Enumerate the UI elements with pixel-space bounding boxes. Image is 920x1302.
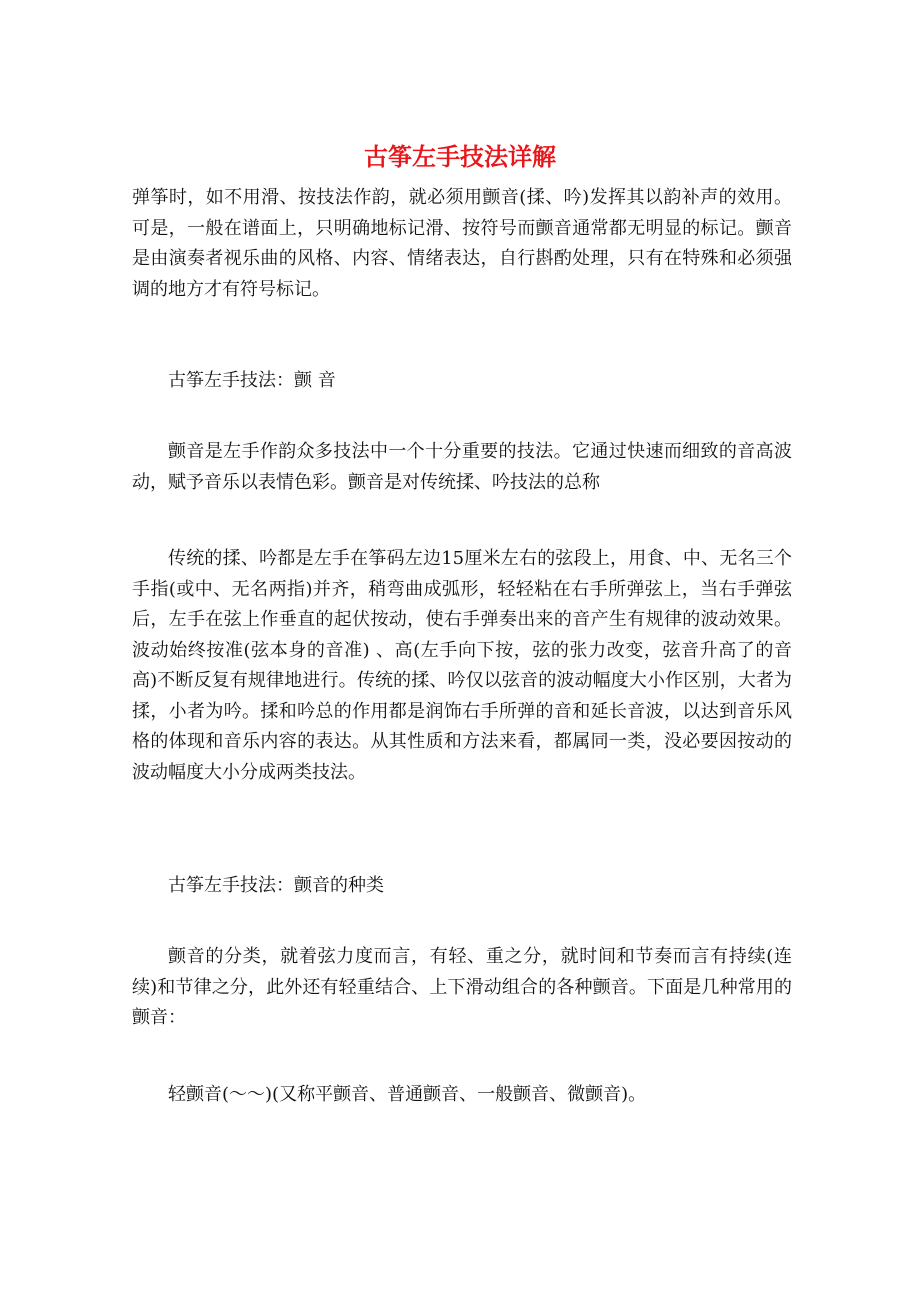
intro-paragraph: 弹筝时，如不用滑、按技法作韵，就必须用颤音(揉、吟)发挥其以韵补声的效用。可是，一般在谱面上，只明确地标记滑、按符号而颤音通常都无明显的标记。颤音是由演奏者视乐曲的风格、内容、情绪表达，自行斟酌处理，只有在特殊和必须强调的地方才有符号标记。 [132, 187, 792, 300]
light-vibrato-paragraph: 轻颤音(～～)(又称平颤音、普通颤音、一般颤音、微颤音)。 [168, 1084, 647, 1105]
traditional-technique-paragraph: 传统的揉、吟都是左手在筝码左边15厘米左右的弦段上，用食、中、无名三个手指(或中、无名两指)并齐，稍弯曲成弧形，轻轻粘在右手所弹弦上，当右手弹弦后，左手在弦上作垂直的起伏按动，使右手弹奏出来的音产生有规律的波动效果。波动始终按准(弦本身的音准) 、高(左手向下按，弦的张力改变，弦音升高了的音高)不断反复有规律地进行。传统的揉、吟仅以弦音的波动幅度大小作区别，大者为揉，小者为吟。揉和吟总的作用都是润饰右手所弹的音和延长音波，以达到音乐风格的体现和音乐内容的表达。从其性质和方法来看，都属同一类，没必要因按动的波动幅度大小分成两类技法。 [132, 548, 792, 783]
vibrato-definition-paragraph: 颤音是左手作韵众多技法中一个十分重要的技法。它通过快速而细致的音高波动，赋予音乐以表情色彩。颤音是对传统揉、吟技法的总称 [132, 441, 792, 493]
vibrato-types-paragraph: 颤音的分类，就着弦力度而言，有轻、重之分，就时间和节奏而言有持续(连续)和节律之分，此外还有轻重结合、上下滑动组合的各种颤音。下面是几种常用的颤音： [132, 946, 792, 1028]
section-heading-vibrato-types: 古筝左手技法：颤音的种类 [168, 875, 384, 896]
document-title: 古筝左手技法详解 [364, 142, 556, 171]
section-heading-vibrato: 古筝左手技法：颤 音 [168, 370, 336, 391]
